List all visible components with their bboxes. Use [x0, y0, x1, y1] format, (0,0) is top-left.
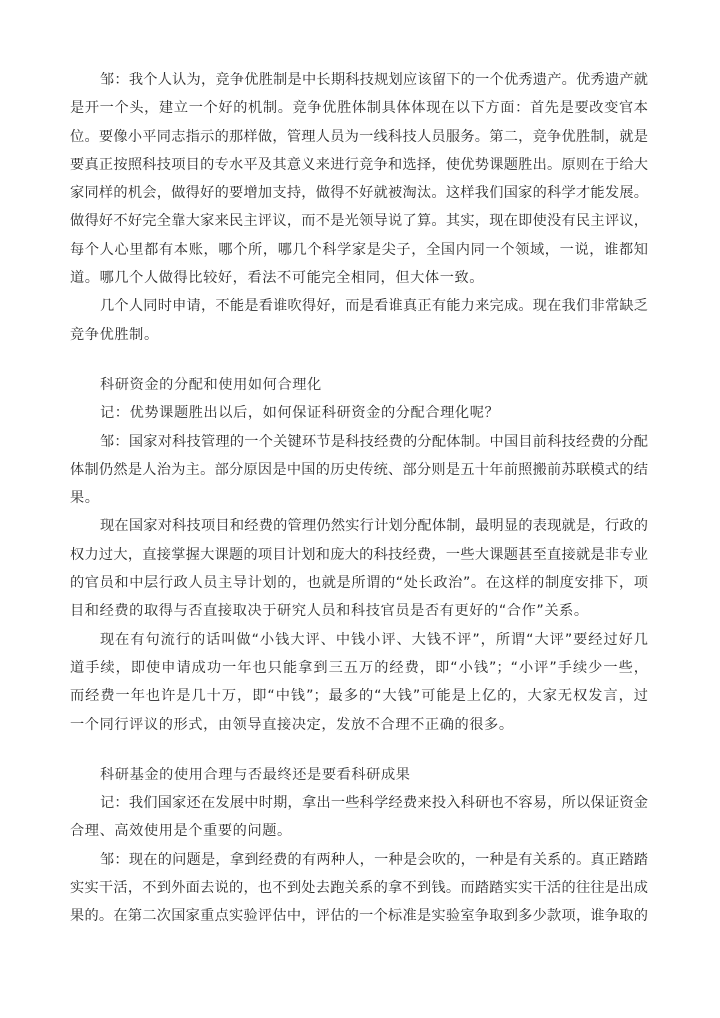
document-section — [70, 761, 648, 931]
section-heading: 科研基金的使用合理与否最终还是要看科研成果 — [100, 766, 411, 783]
text-line: 竞争优胜制。 — [70, 326, 159, 343]
text-line: 体制仍然是人治为主。部分原因是中国的历史传统、部分则是五十年前照搬前苏联模式的结 — [70, 461, 648, 478]
text-line: 邹：我个人认为，竞争优胜制是中长期科技规划应该留下的一个优秀遗产。优秀遗产就 — [100, 72, 648, 88]
text-line: 是开一个头，建立一个好的机制。竞争优胜体制具体体现在以下方面：首先是要改变官本 — [70, 100, 648, 117]
document-section — [70, 66, 648, 349]
section-heading: 科研资金的分配和使用如何合理化 — [100, 376, 322, 393]
text-line: 做得好不好完全靠大家来民主评议，而不是光领导说了算。其实，现在即使没有民主评议， — [70, 213, 648, 230]
text-line: 每个人心里都有本账，哪个所，哪几个科学家是尖子，全国内同一个领域，一说，谁都知 — [70, 241, 648, 258]
text-line: 道手续，即使申请成功一年也只能拿到三五万的经费，即“小钱”；“小评”手续少一些， — [70, 659, 648, 676]
text-line: 实实干活，不到外面去说的，也不到处去跑关系的拿不到钱。而踏踏实实干活的往往是出成 — [70, 880, 648, 897]
paragraph — [70, 789, 648, 846]
paragraph — [70, 512, 648, 625]
text-line: 而经费一年也许是几十万，即“中钱”；最多的“大钱”可能是上亿的，大家无权发言，过 — [70, 688, 648, 705]
text-line: 邹：国家对科技管理的一个关键环节是科技经费的分配体制。中国目前科技经费的分配 — [100, 433, 648, 450]
text-line: 道。哪几个人做得比较好，看法不可能完全相同，但大体一致。 — [70, 270, 485, 287]
text-line: 记：优势课题胜出以后，如何保证科研资金的分配合理化呢？ — [100, 405, 500, 422]
paragraph — [70, 399, 648, 427]
text-line: 位。要像小平同志指示的那样做，管理人员为一线科技人员服务。第二，竞争优胜制，就是 — [70, 128, 648, 145]
paragraph — [70, 428, 648, 513]
text-line: 要真正按照科技项目的专水平及其意义来进行竞争和选择，使优势课题胜出。原则在于给大 — [70, 156, 648, 173]
text-line: 记：我们国家还在发展中时期，拿出一些科学经费来投入科研也不容易，所以保证资金 — [100, 795, 648, 812]
text-line: 一个同行评议的形式，由领导直接决定，发放不合理不正确的很多。 — [70, 716, 514, 733]
text-line: 的官员和中层行政人员主导计划的，也就是所谓的“处长政治”。在这样的制度安排下，项 — [70, 575, 648, 592]
text-line: 现在国家对科技项目和经费的管理仍然实行计划分配体制，最明显的表现就是，行政的 — [100, 518, 648, 535]
text-line: 果的。在第二次国家重点实验评估中，评估的一个标准是实验室争取到多少款项，谁争取的 — [70, 908, 648, 925]
text-line: 家同样的机会，做得好的要增加支持，做得不好就被淘汰。这样我们国家的科学才能发展。 — [70, 185, 648, 202]
document-section — [70, 371, 648, 739]
text-line: 几个人同时申请，不能是看谁吹得好，而是看谁真正有能力来完成。现在我们非常缺乏 — [100, 298, 648, 315]
paragraph — [70, 66, 648, 292]
text-line: 邹：现在的问题是，拿到经费的有两种人，一种是会吹的，一种是有关系的。真正踏踏 — [100, 851, 648, 868]
paragraph — [70, 626, 648, 739]
document-page — [70, 66, 648, 931]
text-line: 现在有句流行的话叫做“小钱大评、中钱小评、大钱不评”，所谓“大评”要经过好几 — [100, 631, 648, 648]
text-line: 目和经费的取得与否直接取决于研究人员和科技官员是否有更好的“合作”关系。 — [70, 603, 589, 620]
paragraph — [70, 292, 648, 349]
text-line: 合理、高效使用是个重要的问题。 — [70, 823, 292, 840]
paragraph — [70, 846, 648, 931]
text-line: 果。 — [70, 490, 100, 507]
text-line: 权力过大，直接掌握大课题的项目计划和庞大的科技经费，一些大课题甚至直接就是非专业 — [70, 546, 648, 563]
